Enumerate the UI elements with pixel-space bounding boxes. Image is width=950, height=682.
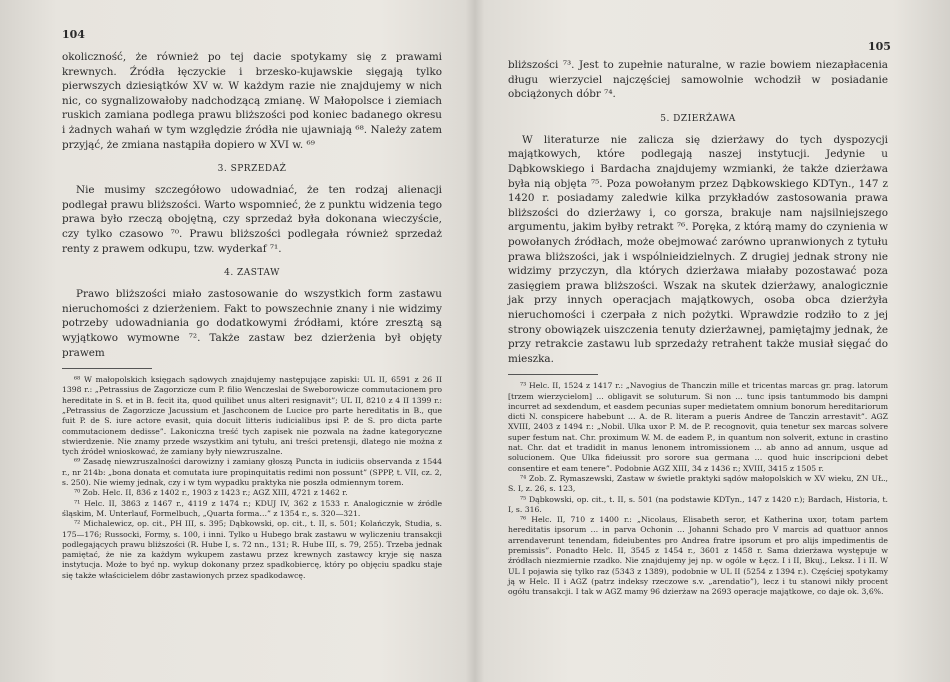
footnote-71: ⁷¹ Helc. II, 3863 z 1467 r., 4119 z 1474 r.; KDUJ IV, 362 z 1533 r. Analogicznie w źródle śląskim, M. Unterlauf, Formelbuch, „Quarta forma…” z 1354 r., s. 320—321.	[62, 498, 442, 518]
left-paragraph-2: Nie musimy szczegółowo udowadniać, że ten rodzaj alienacji podlegał prawu bliższości. Warto wspomnieć, że z punktu widzenia tego prawa było rzeczą obojętną, czy sprzedaż była dokonana wieczyście, czy tylko czasowo ⁷⁰. Prawu bliższości podlegała również sprzedaż renty z prawem odkupu, tzw. wyderkaf ⁷¹.	[62, 184, 442, 255]
right-paragraph-1: bliższości ⁷³. Jest to zupełnie naturalne, w razie bowiem niezapłacenia długu wierzyciel najczęściej samowolnie wchodził w posiadanie obciążonych dóbr ⁷⁴.	[508, 59, 888, 101]
page-number-left: 104	[62, 28, 85, 41]
footnote-rule	[508, 374, 598, 375]
left-paragraph-1: okoliczność, że również po tej dacie spotykamy się z prawami krewnych. Źródła łęczyckie i brzesko-kujawskie sięgają tylko pierwszych dziesiątków XV w. W każdym razie nie znajdujemy w nich nic, co sygnalizowałoby nadchodzącą zmianę. W Małopolsce i ziemiach ruskich zamiana podlega prawu bliższości pod koniec badanego okresu i żadnych wahań w tym względzie źródła nie ujawniają ⁶⁸. Należy zatem przyjąć, że zmiana nastąpiła dopiero w XVI w. ⁶⁹	[62, 51, 442, 151]
section-heading-zastaw: 4. ZASTAW	[224, 268, 280, 279]
footnote-76: ⁷⁶ Helc. II, 710 z 1400 r.: „Nicolaus, Elisabeth seror, et Katherina uxor, totam partem hereditatis ipsorum … in parva Ochonin … Johanni Schado pro V marcis ad quattuor annos arrendaverunt tenendam, fideiubentes pro Andrea fratre ipsorum et pro alijs impedimentis de premissis”. Ponadto Helc. II, 3545 z 1454 r., 3601 z 1458 r. Sama dzierżawa występuje w źródłach niezmiernie rzadko. Nie znajdujemy jej np. w ogóle w Łęcz. I i II, Bkuj., Leksz. I i II. W UL I pojawia się tylko raz (5343 z 1389), podobnie w UL II (5254 z 1394 r.). Częściej spotykamy ją w Helc. II i AGZ (patrz indeksy rzeczowe s.v. „arendatio”), lecz i tu stanowi nikły procent ogółu transakcji. I tak w AGZ mamy 96 dzierżaw na 2693 operacje majątkowe, co daje ok. 3,6%.	[508, 515, 888, 597]
footnote-75: ⁷⁵ Dąbkowski, op. cit., t. II, s. 501 (na podstawie KDTyn., 147 z 1420 r.); Bardach, Historia, t. I, s. 316.	[508, 494, 888, 514]
left-page	[0, 0, 472, 682]
footnote-70: ⁷⁰ Zob. Helc. II, 836 z 1402 r., 1903 z 1423 r.; AGZ XIII, 4721 z 1462 r.	[74, 488, 348, 498]
footnote-73: ⁷³ Helc. II, 1524 z 1417 r.: „Navogius de Thanczin mille et tricentas marcas gr. prag. latorum [trzem wierzycielom] … obligavit se soluturum. Si non … tunc ipsis tantummodo bis dampni incurret ad sexdendum, et easdem pecunias super medietatem omnium bonorum hereditariorum dicti N. conspicere habebunt … A. de R. literam a pueris Andree de Tanczin arrestavit”. AGZ XVIII, 2403 z 1494 r.: „Nobil. Ulka uxor P. M. de P. recognovit, quia tenetur sex marcas solvere super festum nat. Chr. proximum W. M. de eadem P., in quantum non solverit, extunc in crastino nat. Chr. dat et tradidit in manus lenonem intromissionem … ab anno ad annum, usque ad solucionem. Que Ulka fideiussit pro sorore sua germana … quod huic inscripcioni debet consentire et eam tenere”. Podobnie AGZ XIII, 34 z 1436 r.; XVIII, 3415 z 1505 r.	[508, 381, 888, 473]
footnote-rule	[62, 368, 152, 369]
left-paragraph-3: Prawo bliższości miało zastosowanie do wszystkich form zastawu nieruchomości z dzierżeniem. Fakt to powszechnie znany i nie widzimy potrzeby udowadniania go dodatkowymi źródłami, które zresztą są wyjątkowo wymowne ⁷². Także zastaw bez dzierżenia był objęty prawem	[62, 288, 442, 359]
right-paragraph-2: W literaturze nie zalicza się dzierżawy do tych dyspozycji majątkowych, które podlegają naszej instytucji. Jedynie u Dąbkowskiego i Bardacha znajdujemy wzmianki, że także dzierżawa była nią objęta ⁷⁵. Poza powołanym przez Dąbkowskiego KDTyn., 147 z 1420 r. posiadamy zaledwie kilka przykładów zastosowania prawa bliższości do dzierżawy i, co gorsza, brakuje nam najsilniejszego argumentu, jakim byłby retrakt ⁷⁶. Poręka, z którą mamy do czynienia w powołanych źródłach, może obejmować zarówno upranwionych z tytułu prawa bliższości, jak i wspólnieidzielnych. Z drugiej jednak strony nie widzimy przyczyn, dla których dzierżawa miałaby pozostawać poza zasięgiem prawa bliższości. Wszak na skutek dzierżawy, analogicznie jak przy innych operacjach majątkowych, osoba obca dzierżyła nieruchomości i czerpała z nich pożytki. Wprawdzie rodziło to z jej strony obowiązek uiszczenia tenuty dzierżawnej, pamiętajmy jednak, że przy retrakcie zastawu lub sprzedaży retrahent także musiał sięgać do mieszka.	[508, 133, 888, 365]
left-column	[62, 50, 442, 581]
section-heading-dzierzawa: 5. DZIERŻAWA	[660, 113, 736, 124]
right-column	[508, 58, 888, 598]
footnote-68: ⁶⁸ W małopolskich księgach sądowych znajdujemy następujące zapiski: UL II, 6591 z 26 II 1398 r.: „Petrassius de Zagorzicze cum P. filio Wenczeslai de Sweborowicze commutacionem pro hereditate in S. et in B. fecit ita, quod quilibet unus alteri resignavit”; UL II, 8210 z 4 II 1399 r.: „Petrassius de Zagorzicze Jacussium et Jaschconem de Lucice pro parte hereditatis in B., que fuit P. de S. iure actore evasit, quia docuit litteris iudicialibus ipsi P. de S. pro dicta parte commutacionem dedisse”. Lakoniczna treść tych zapisek nie pozwala na żadne kategoryczne stwierdzenie. Nie znamy przede wszystkim ani tytułu, ani treści pretensji, dlatego nie można z tych źródeł wnioskować, że zamiany były niewzruszalne.	[62, 375, 442, 457]
section-heading-sprzedaz: 3. SPRZEDAŻ	[217, 164, 287, 175]
page-number-right: 105	[868, 40, 891, 53]
right-page	[478, 0, 950, 682]
footnote-72: ⁷² Michalewicz, op. cit., PH III, s. 395; Dąbkowski, op. cit., t. II, s. 501; Kolańczyk, Studia, s. 175—176; Russocki, Formy, s. 100, i inni. Tylko u Hubego brak zastawu w wyliczeniu transakcji podlegających prawu bliższości (R. Hube I, s. 72 nn., 131; R. Hube III, s. 79, 255). Trzeba jednak pamiętać, że nie za każdym wykupem zastawu przez krewnych zastawcy kryje się nasza instytucja. Może to być np. wykup dokonany przez spadkobiercę, który po objęciu spadku staje się także właścicielem dóbr zastawionych przez spadkodawcę.	[62, 519, 442, 580]
footnote-69: ⁶⁹ Zasadę niewzruszalności darowizny i zamiany głoszą Puncta in iudiciis observanda z 1544 r., nr 214b: „bona donata et comutata iure propinquitatis redimi non possunt” (SPPP, t. VII, cz. 2, s. 250). Nie wiemy jednak, czy i w tym wypadku praktyka nie poszła odmiennym torem.	[62, 457, 442, 488]
footnote-74: ⁷⁴ Zob. Z. Rymaszewski, Zastaw w świetle praktyki sądów małopolskich w XV wieku, ZN UŁ., S. I, z. 26, s. 123,	[508, 473, 888, 494]
